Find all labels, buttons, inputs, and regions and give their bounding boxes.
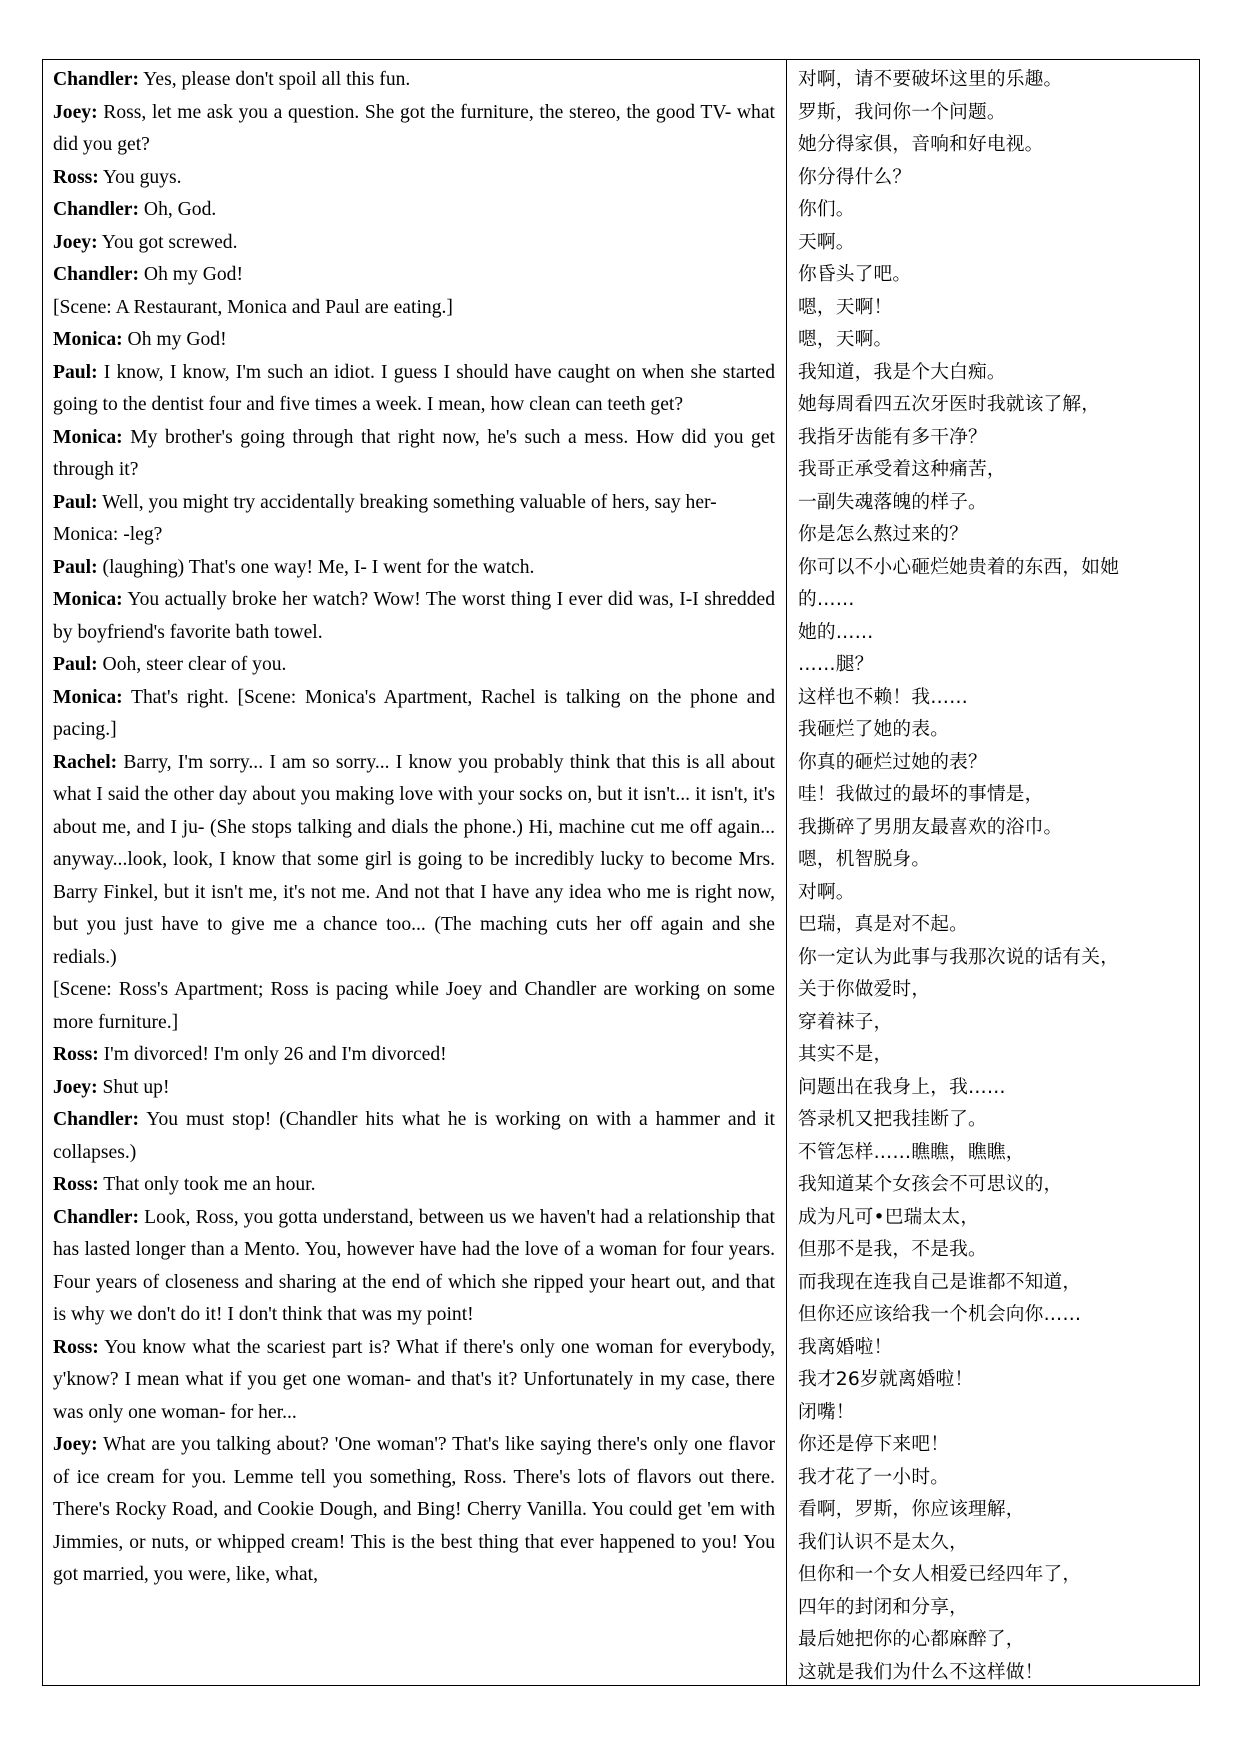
speaker-name: Joey: [53, 231, 98, 253]
translation-line: 成为凡可•巴瑞太太， [798, 1206, 980, 1228]
speaker-name: Paul: [53, 654, 98, 675]
line-text: You got screwed. [97, 231, 238, 253]
speaker-name: Monica: [53, 426, 123, 448]
speaker-name: Chandler: [53, 1206, 140, 1228]
translation-line: 你还是停下来吧！ [798, 1434, 950, 1455]
line-text: Oh, God. [139, 199, 217, 220]
line-text: What are you talking about? 'One woman'? That's like saying there's only one flavor of ice cream for you. Lemme tell you something, Ross. There's lots of flavors out there. There's Rocky Road, and Cookie Dough, and Bing! Cherry Vanilla. You could get 'em with Jimmies, or nuts, or whipped cream! This is the best thing that ever happened to you! You got married, you were, like, what, [53, 1434, 775, 1585]
dialogue-line [53, 682, 775, 747]
translation-line: 不管怎样……瞧瞧，瞧瞧， [798, 1141, 1025, 1163]
translation-line: 但你和一个女人相爱已经四年了， [798, 1564, 1082, 1585]
dialogue-line [53, 519, 775, 552]
translation-line: 你昏头了吧。 [798, 264, 912, 285]
translation-line: 这就是我们为什么不这样做！ [798, 1661, 1044, 1683]
translation-line: 她分得家俱，音响和好电视。 [798, 134, 1044, 155]
translation-line: 巴瑞，真是对不起。 [798, 914, 968, 935]
line-text: [Scene: A Restaurant, Monica and Paul are eating.] [53, 296, 453, 318]
speaker-name: Monica: [53, 589, 123, 610]
translation-line: 我离婚啦！ [798, 1336, 893, 1358]
english-column [43, 60, 787, 1685]
translation-line: 答录机又把我挂断了。 [798, 1109, 987, 1130]
translation-line: 最后她把你的心都麻醉了， [798, 1629, 1025, 1650]
translation-line: 你们。 [798, 199, 855, 220]
line-text: [Scene: Ross's Apartment; Ross is pacing while Joey and Chandler are working on some more furniture.] [53, 979, 775, 1033]
line-text: Ooh, steer clear of you. [97, 654, 287, 675]
translation-line: 她每周看四五次牙医时我就该了解， [798, 394, 1101, 415]
line-text: That only took me an hour. [98, 1174, 316, 1195]
dialogue-line [53, 422, 775, 487]
line-text: You actually broke her watch? Wow! The worst thing I ever did was, I-I shredded by boyfriend's favorite bath towel. [53, 589, 775, 643]
translation-line: 我撕碎了男朋友最喜欢的浴巾。 [798, 816, 1063, 838]
translation-line: 嗯，天啊。 [798, 329, 893, 350]
dialogue-line [53, 97, 775, 162]
line-text: (laughing) That's one way! Me, I- I went for the watch. [97, 556, 535, 578]
translation-line: 一副失魂落魄的样子。 [798, 491, 987, 513]
translation-line: 你可以不小心砸烂她贵着的东西，如她 [798, 556, 1120, 578]
translation-line: 但你还应该给我一个机会向你…… [798, 1304, 1082, 1325]
translation-line: 我砸烂了她的表。 [798, 719, 950, 740]
line-text: Monica: -leg? [53, 524, 163, 545]
translation-line: 我才26岁就离婚啦！ [798, 1369, 974, 1390]
speaker-name: Chandler: [53, 69, 140, 90]
line-text: Shut up! [97, 1076, 170, 1098]
translation-line: 看啊，罗斯，你应该理解， [798, 1499, 1025, 1520]
line-text: My brother's going through that right now, he's such a mess. How did you get through it? [53, 426, 775, 480]
speaker-name: Paul: [53, 491, 98, 513]
translation-line: 的…… [798, 589, 855, 610]
dialogue-line [53, 64, 775, 97]
line-text: You know what the scariest part is? What if there's only one woman for everybody, y'know? I mean what if you get one woman- and that's it? Unfortunately in my case, there was only one woman- for her... [53, 1336, 775, 1423]
line-text: Oh my God! [139, 264, 243, 285]
line-text: You must stop! (Chandler hits what he is working on with a hammer and it collapses.) [53, 1109, 775, 1163]
translation-line: 穿着袜子， [798, 1011, 893, 1033]
translation-line: 嗯，天啊！ [798, 296, 893, 318]
translation-line: 我知道某个女孩会不可思议的， [798, 1174, 1063, 1195]
speaker-name: Monica: [53, 686, 123, 708]
transcript-table [42, 59, 1200, 1686]
dialogue-line [53, 649, 775, 682]
dialogue-line [53, 747, 775, 975]
translation-line: 你分得什么？ [798, 166, 912, 188]
speaker-name: Ross: [53, 1336, 99, 1358]
speaker-name: Monica: [53, 329, 123, 350]
dialogue-line [53, 357, 775, 422]
dialogue-line [53, 1039, 775, 1072]
speaker-name: Paul: [53, 361, 98, 383]
speaker-name: Joey: [53, 1076, 98, 1098]
dialogue-line [53, 324, 775, 357]
translation-line: 我才花了一小时。 [798, 1466, 950, 1488]
line-text: You guys. [98, 166, 182, 188]
chinese-column [787, 60, 1199, 1685]
line-text: I know, I know, I'm such an idiot. I guess I should have caught on when she started going to the dentist four and five times a week. I mean, how clean can teeth get? [53, 361, 775, 415]
translation-line: 我们认识不是太久， [798, 1531, 968, 1553]
translation-line: ……腿？ [798, 654, 874, 675]
line-text: Yes, please don't spoil all this fun. [139, 69, 411, 90]
translation-line: 但那不是我，不是我。 [798, 1239, 987, 1260]
speaker-name: Ross: [53, 166, 99, 188]
line-text: Look, Ross, you gotta understand, between us we haven't had a relationship that has lasted longer than a Mento. You, however have had the love of a woman for four years. Four years of closeness and sharing at the end of which she ripped your heart out, and that is why we don't do it! I don't think that was my point! [53, 1206, 775, 1325]
translation-line: 她的…… [798, 621, 874, 643]
line-text: Ross, let me ask you a question. She got the furniture, the stereo, the good TV- what did you get? [53, 101, 775, 155]
line-text: I'm divorced! I'm only 26 and I'm divorced! [98, 1044, 447, 1065]
speaker-name: Paul: [53, 556, 98, 578]
translation-line: 我哥正承受着这种痛苦， [798, 459, 1006, 480]
dialogue-line [53, 1169, 775, 1202]
speaker-name: Chandler: [53, 1109, 140, 1130]
speaker-name: Joey: [53, 101, 98, 123]
translation-line: 嗯，机智脱身。 [798, 849, 931, 870]
dialogue-line [53, 1429, 775, 1592]
dialogue-line [53, 259, 775, 292]
translation-line: 四年的封闭和分享， [798, 1596, 968, 1618]
translation-line: 罗斯，我问你一个问题。 [798, 101, 1006, 123]
dialogue-line [53, 552, 775, 585]
speaker-name: Joey: [53, 1434, 98, 1455]
dialogue-line [53, 227, 775, 260]
translation-line: 你一定认为此事与我那次说的话有关， [798, 946, 1120, 968]
speaker-name: Ross: [53, 1174, 99, 1195]
translation-line: 我知道，我是个大白痴。 [798, 361, 1006, 383]
translation-line: 其实不是， [798, 1044, 893, 1065]
line-text: That's right. [Scene: Monica's Apartment, Rachel is talking on the phone and pacing.] [53, 686, 775, 740]
translation-line: 闭嘴！ [798, 1401, 855, 1423]
dialogue-line [53, 1104, 775, 1169]
line-text: Barry, I'm sorry... I am so sorry... I know you probably think that this is all about what I said the other day about you making love with your socks on, but it isn't... it isn't, it's about me, and I ju- (She stops talking and dials the phone.) Hi, machine cut me off again... anyway...look, look, I know that some girl is going to be incredibly lucky to become Mrs. Barry Finkel, but it isn't me, it's not me. And not that I have any idea who me is right now, but you just have to give me a chance too... (The maching cuts her off again and she redials.) [53, 751, 775, 968]
translation-line: 我指牙齿能有多干净？ [798, 426, 987, 448]
line-text: Well, you might try accidentally breaking something valuable of hers, say her- [97, 491, 717, 513]
dialogue-line [53, 974, 775, 1039]
speaker-name: Rachel: [53, 751, 118, 773]
translation-line: 问题出在我身上，我…… [798, 1076, 1006, 1098]
dialogue-line [53, 1072, 775, 1105]
dialogue-line [53, 584, 775, 649]
dialogue-line [53, 194, 775, 227]
dialogue-line [53, 292, 775, 325]
translation-line: 而我现在连我自己是谁都不知道， [798, 1271, 1082, 1293]
translation-line: 对啊，请不要破坏这里的乐趣。 [798, 69, 1063, 90]
speaker-name: Chandler: [53, 264, 140, 285]
translation-line: 对啊。 [798, 881, 855, 903]
dialogue-line [53, 1332, 775, 1430]
translation-line: 这样也不赖！我…… [798, 686, 968, 708]
line-text: Oh my God! [122, 329, 227, 350]
translation-line: 你真的砸烂过她的表？ [798, 751, 987, 773]
translation-line: 哇！我做过的最坏的事情是， [798, 784, 1044, 805]
speaker-name: Ross: [53, 1044, 99, 1065]
speaker-name: Chandler: [53, 199, 140, 220]
translation-line: 关于你做爱时， [798, 979, 931, 1000]
dialogue-line [53, 487, 775, 520]
translation-line: 天啊。 [798, 231, 855, 253]
dialogue-line [53, 162, 775, 195]
dialogue-line [53, 1202, 775, 1332]
translation-line: 你是怎么熬过来的？ [798, 524, 968, 545]
